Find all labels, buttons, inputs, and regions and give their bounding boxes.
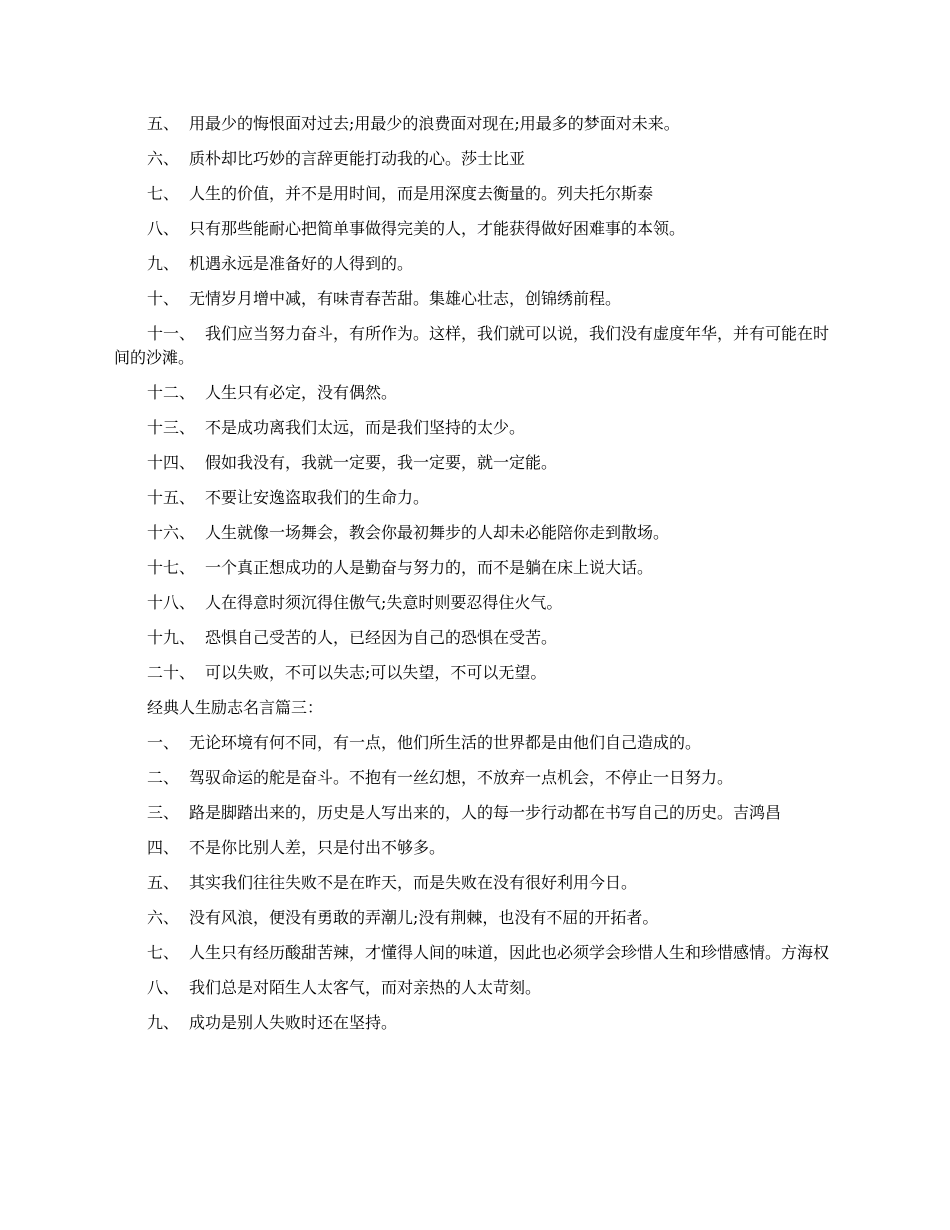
item-number: 二十、 [147,663,196,682]
item-text: 可以失败，不可以失志;可以失望，不可以无望。 [205,663,547,682]
quote-paragraph [114,731,830,755]
item-number: 五、 [147,114,180,133]
item-text: 恐惧自己受苦的人，已经因为自己的恐惧在受苦。 [205,628,558,647]
item-number: 十七、 [147,558,196,577]
quote-paragraph [114,801,830,825]
item-text: 我们总是对陌生人太客气，而对亲热的人太苛刻。 [189,978,542,997]
item-text: 无情岁月增中减，有味青春苦甜。集雄心壮志，创锦绣前程。 [189,289,622,308]
item-number: 七、 [147,943,180,962]
item-text: 机遇永远是准备好的人得到的。 [189,254,414,273]
quote-paragraph [114,766,830,790]
quote-paragraph [114,1011,830,1035]
item-number: 九、 [147,1013,180,1032]
item-number: 五、 [147,873,180,892]
quote-paragraph [114,591,830,615]
item-text: 人在得意时须沉得住傲气;失意时则要忍得住火气。 [205,593,563,612]
item-text: 无论环境有何不同，有一点，他们所生活的世界都是由他们自己造成的。 [189,733,702,752]
item-text: 路是脚踏出来的，历史是人写出来的，人的每一步行动都在书写自己的历史。吉鸿昌 [189,803,782,822]
item-text: 不是你比别人差，只是付出不够多。 [189,838,446,857]
quote-paragraph [114,661,830,685]
item-number: 八、 [147,219,180,238]
item-number: 三、 [147,803,180,822]
document-body [114,112,830,1046]
quote-paragraph [114,486,830,510]
quote-paragraph [114,381,830,405]
quote-paragraph [114,976,830,1000]
item-number: 七、 [147,184,180,203]
quote-paragraph [114,416,830,440]
quote-paragraph [114,836,830,860]
item-number: 八、 [147,978,180,997]
quote-paragraph [114,556,830,580]
item-text: 我们应当努力奋斗，有所作为。这样，我们就可以说，我们没有虚度年华，并有可能在时间的沙滩。 [114,324,830,367]
item-number: 九、 [147,254,180,273]
quote-paragraph [114,217,830,241]
section-heading-text: 经典人生励志名言篇三： [147,698,324,717]
item-number: 十六、 [147,523,196,542]
quote-paragraph [114,182,830,206]
item-text: 人生只有必定，没有偶然。 [205,383,398,402]
item-text: 假如我没有，我就一定要，我一定要，就一定能。 [205,453,558,472]
quote-paragraph [114,147,830,171]
item-text: 成功是别人失败时还在坚持。 [189,1013,398,1032]
item-text: 其实我们往往失败不是在昨天，而是失败在没有很好利用今日。 [189,873,638,892]
item-number: 六、 [147,908,180,927]
item-text: 人生的价值，并不是用时间，而是用深度去衡量的。列夫托尔斯泰 [189,184,654,203]
item-number: 四、 [147,838,180,857]
quote-paragraph [114,906,830,930]
section-heading [114,696,830,720]
item-number: 十八、 [147,593,196,612]
item-text: 质朴却比巧妙的言辞更能打动我的心。莎士比亚 [189,149,526,168]
quote-paragraph [114,871,830,895]
quote-paragraph [114,112,830,136]
item-text: 不是成功离我们太远，而是我们坚持的太少。 [205,418,526,437]
item-text: 一个真正想成功的人是勤奋与努力的，而不是躺在床上说大话。 [205,558,654,577]
quote-paragraph [114,521,830,545]
item-text: 人生只有经历酸甜苦辣，才懂得人间的味道，因此也必须学会珍惜人生和珍惜感情。方海权 [189,943,830,962]
item-number: 十二、 [147,383,196,402]
item-number: 一、 [147,733,180,752]
item-text: 只有那些能耐心把简单事做得完美的人，才能获得做好困难事的本领。 [189,219,686,238]
item-text: 用最少的悔恨面对过去;用最少的浪费面对现在;用最多的梦面对未来。 [189,114,680,133]
item-number: 十四、 [147,453,196,472]
item-text: 不要让安逸盗取我们的生命力。 [205,488,430,507]
item-number: 十三、 [147,418,196,437]
quote-paragraph [114,252,830,276]
item-text: 没有风浪，便没有勇敢的弄潮儿;没有荆棘，也没有不屈的开拓者。 [189,908,659,927]
quote-paragraph [114,941,830,965]
item-number: 二、 [147,768,180,787]
item-number: 十一、 [147,324,196,343]
quote-paragraph [114,626,830,650]
quote-paragraph [114,451,830,475]
item-text: 人生就像一场舞会，教会你最初舞步的人却未必能陪你走到散场。 [205,523,670,542]
item-number: 六、 [147,149,180,168]
item-number: 十五、 [147,488,196,507]
item-text: 驾驭命运的舵是奋斗。不抱有一丝幻想，不放弃一点机会，不停止一日努力。 [189,768,734,787]
item-number: 十九、 [147,628,196,647]
quote-paragraph [114,287,830,311]
item-number: 十、 [147,289,180,308]
quote-paragraph [114,322,830,370]
